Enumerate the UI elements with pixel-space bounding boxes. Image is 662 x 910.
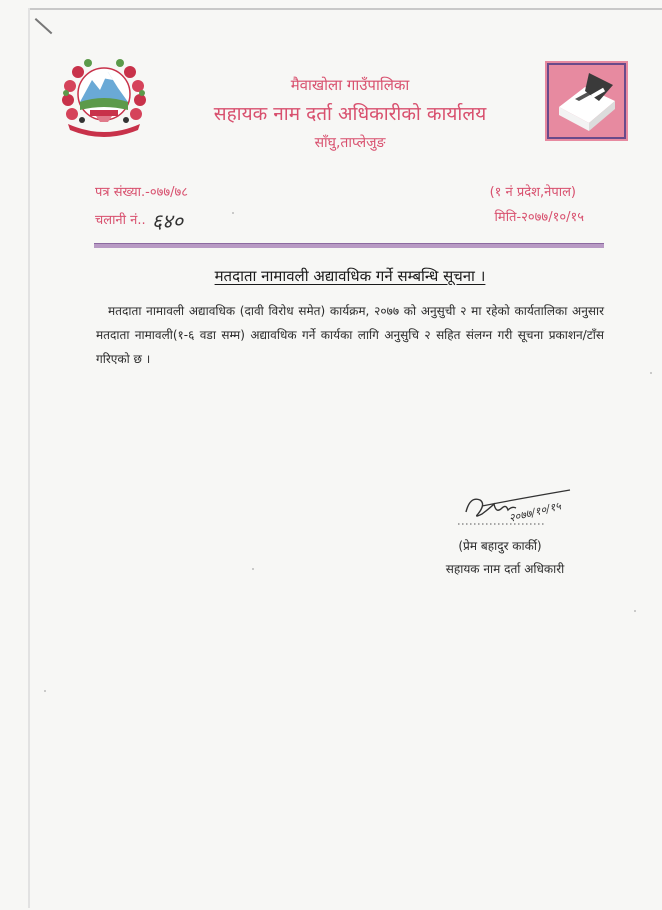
scan-speck: [232, 212, 234, 214]
scan-corner-mark: [35, 18, 53, 34]
handwritten-signature: [452, 484, 578, 528]
header-divider: [94, 243, 604, 248]
notice-body: मतदाता नामावली अद्यावधिक (दावी विरोध समेत) कार्यक्रम, २०७७ को अनुसुची २ मा रहेको कार्यतालिका अनुसार मतदाता नामावली(१-६ वडा सम्म) अद्यावधिक गर्ने कार्यका लागि अनुसुचि २ सहित संलग्न गरी सूचना प्रकाशन/टाँस गरिएको छ ।: [96, 304, 604, 366]
scan-speck: [650, 372, 652, 374]
dispatch-label: चलानी नं..: [95, 213, 146, 228]
office-name: सहायक नाम दर्ता अधिकारीको कार्यालय: [213, 103, 487, 125]
nepal-government-emblem-icon: [58, 50, 150, 140]
signature-date: २०७७/१०/१५: [507, 499, 563, 525]
signer-designation: सहायक नाम दर्ता अधिकारी: [445, 562, 565, 576]
letter-date: मिति-२०७७/१०/१५: [494, 210, 584, 225]
page-left-edge: [28, 8, 30, 908]
office-location: साँघु,ताप्लेजुङ: [314, 135, 386, 151]
scan-speck: [44, 690, 46, 692]
scan-speck: [634, 610, 636, 612]
notice-title: [100, 266, 600, 286]
notice-title-text: मतदाता नामावली अद्यावधिक गर्ने सम्बन्धि सूचना ।: [214, 267, 486, 285]
dispatch-number: [95, 207, 183, 234]
ballot-box-icon: [545, 61, 628, 141]
page-top-edge: [30, 8, 662, 10]
dispatch-value: ६४०: [151, 209, 183, 233]
signer-name: (प्रेम बहादुर कार्की): [458, 539, 542, 553]
municipality-name: मैवाखोला गाउँपालिका: [290, 76, 410, 94]
scan-speck: [252, 568, 254, 570]
letter-number: पत्र संख्या.-०७७/७८: [95, 185, 188, 200]
province-label: (१ नं प्रदेश,नेपाल): [489, 185, 576, 200]
